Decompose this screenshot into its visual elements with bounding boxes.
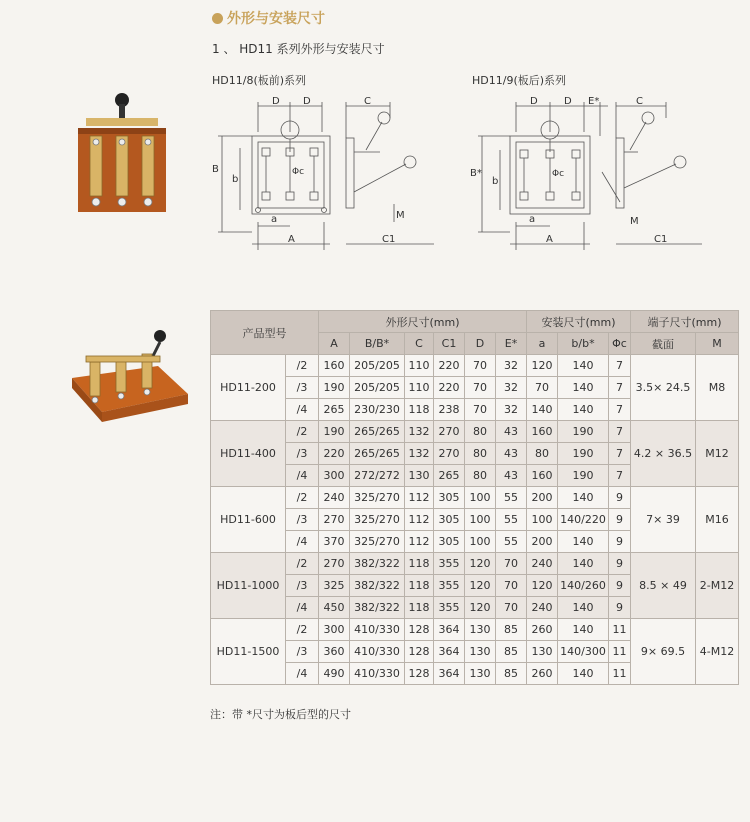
col-header: C1: [434, 333, 465, 355]
dim-label: D: [530, 96, 538, 107]
section-title-text: 外形与安装尺寸: [227, 11, 325, 27]
value-cell: 118: [405, 597, 434, 619]
model-cell: HD11-200: [211, 355, 286, 421]
value-cell: 120: [465, 575, 496, 597]
value-cell: 140: [527, 399, 558, 421]
value-cell: 120: [527, 575, 558, 597]
value-cell: 100: [465, 487, 496, 509]
section-cell: 4.2 × 36.5: [631, 421, 696, 487]
value-cell: 260: [527, 619, 558, 641]
dim-label: A: [288, 234, 295, 245]
value-cell: 325/270: [350, 487, 405, 509]
pole-cell: /4: [286, 399, 319, 421]
value-cell: 70: [496, 575, 527, 597]
value-cell: 370: [319, 531, 350, 553]
dim-label: C: [364, 96, 371, 107]
value-cell: 128: [405, 619, 434, 641]
value-cell: 270: [434, 443, 465, 465]
value-cell: 238: [434, 399, 465, 421]
value-cell: 112: [405, 531, 434, 553]
value-cell: 7: [609, 443, 631, 465]
value-cell: 140: [558, 553, 609, 575]
diagram-right-drawing: [470, 92, 710, 252]
value-cell: 410/330: [350, 663, 405, 685]
dim-label: B: [212, 164, 219, 175]
terminal-m-cell: M8: [696, 355, 739, 421]
value-cell: 382/322: [350, 553, 405, 575]
value-cell: 70: [496, 597, 527, 619]
value-cell: 140: [558, 355, 609, 377]
value-cell: 220: [434, 355, 465, 377]
value-cell: 160: [527, 421, 558, 443]
value-cell: 300: [319, 619, 350, 641]
col-header: a: [527, 333, 558, 355]
value-cell: 70: [465, 399, 496, 421]
value-cell: 55: [496, 487, 527, 509]
value-cell: 265: [319, 399, 350, 421]
value-cell: 9: [609, 597, 631, 619]
value-cell: 272/272: [350, 465, 405, 487]
section-cell: 3.5× 24.5: [631, 355, 696, 421]
value-cell: 9: [609, 487, 631, 509]
value-cell: 11: [609, 663, 631, 685]
value-cell: 305: [434, 487, 465, 509]
value-cell: 120: [465, 597, 496, 619]
pole-cell: /2: [286, 421, 319, 443]
value-cell: 360: [319, 641, 350, 663]
value-cell: 230/230: [350, 399, 405, 421]
pole-cell: /2: [286, 553, 319, 575]
value-cell: 70: [527, 377, 558, 399]
value-cell: 160: [319, 355, 350, 377]
value-cell: 140: [558, 663, 609, 685]
value-cell: 140/300: [558, 641, 609, 663]
dim-label: a: [529, 214, 536, 225]
value-cell: 80: [527, 443, 558, 465]
value-cell: 325: [319, 575, 350, 597]
section-cell: 8.5 × 49: [631, 553, 696, 619]
value-cell: 355: [434, 597, 465, 619]
value-cell: 265/265: [350, 421, 405, 443]
value-cell: 43: [496, 421, 527, 443]
value-cell: 85: [496, 619, 527, 641]
col-header: E*: [496, 333, 527, 355]
value-cell: 128: [405, 663, 434, 685]
product-photo-front-board: [72, 92, 172, 220]
dim-label: b: [232, 174, 239, 185]
value-cell: 355: [434, 553, 465, 575]
value-cell: 240: [319, 487, 350, 509]
value-cell: 7: [609, 355, 631, 377]
value-cell: 7: [609, 465, 631, 487]
terminal-m-cell: 2-M12: [696, 553, 739, 619]
value-cell: 305: [434, 509, 465, 531]
value-cell: 130: [465, 641, 496, 663]
value-cell: 100: [527, 509, 558, 531]
value-cell: 140: [558, 487, 609, 509]
col-header: Φc: [609, 333, 631, 355]
value-cell: 9: [609, 531, 631, 553]
model-cell: HD11-1000: [211, 553, 286, 619]
value-cell: 200: [527, 487, 558, 509]
pole-cell: /3: [286, 509, 319, 531]
table-row: [211, 421, 739, 443]
value-cell: 55: [496, 531, 527, 553]
table-row: [211, 487, 739, 509]
value-cell: 265/265: [350, 443, 405, 465]
value-cell: 70: [465, 355, 496, 377]
value-cell: 85: [496, 663, 527, 685]
value-cell: 100: [465, 509, 496, 531]
value-cell: 32: [496, 399, 527, 421]
value-cell: 130: [465, 663, 496, 685]
dim-label: M: [630, 216, 639, 227]
value-cell: 110: [405, 377, 434, 399]
value-cell: 11: [609, 619, 631, 641]
value-cell: 190: [319, 377, 350, 399]
col-header: A: [319, 333, 350, 355]
table-row: [211, 619, 739, 641]
value-cell: 132: [405, 421, 434, 443]
value-cell: 120: [465, 553, 496, 575]
value-cell: 260: [527, 663, 558, 685]
value-cell: 130: [405, 465, 434, 487]
value-cell: 70: [496, 553, 527, 575]
value-cell: 112: [405, 487, 434, 509]
product-photo-rear-board: [62, 328, 194, 430]
value-cell: 190: [558, 443, 609, 465]
col-header: C: [405, 333, 434, 355]
model-cell: HD11-400: [211, 421, 286, 487]
section-cell: 9× 69.5: [631, 619, 696, 685]
value-cell: 490: [319, 663, 350, 685]
value-cell: 130: [465, 619, 496, 641]
value-cell: 118: [405, 575, 434, 597]
value-cell: 140/220: [558, 509, 609, 531]
value-cell: 85: [496, 641, 527, 663]
value-cell: 300: [319, 465, 350, 487]
value-cell: 9: [609, 575, 631, 597]
terminal-m-cell: M12: [696, 421, 739, 487]
value-cell: 118: [405, 553, 434, 575]
terminal-m-cell: 4-M12: [696, 619, 739, 685]
value-cell: 140: [558, 377, 609, 399]
header-terminal-dims: 端子尺寸(mm): [631, 311, 739, 333]
value-cell: 132: [405, 443, 434, 465]
pole-cell: /2: [286, 487, 319, 509]
terminal-m-cell: M16: [696, 487, 739, 553]
value-cell: 140: [558, 531, 609, 553]
value-cell: 32: [496, 377, 527, 399]
dim-label: Φc: [552, 169, 565, 179]
value-cell: 140: [558, 399, 609, 421]
value-cell: 270: [319, 553, 350, 575]
dim-label: B*: [470, 168, 482, 179]
diagram-left-drawing: [210, 92, 440, 252]
pole-cell: /3: [286, 443, 319, 465]
value-cell: 112: [405, 509, 434, 531]
col-header: b/b*: [558, 333, 609, 355]
dim-label: D: [272, 96, 280, 107]
dim-label: A: [546, 234, 553, 245]
value-cell: 100: [465, 531, 496, 553]
value-cell: 364: [434, 663, 465, 685]
bullet-dot-icon: [212, 13, 223, 24]
value-cell: 43: [496, 465, 527, 487]
value-cell: 80: [465, 443, 496, 465]
value-cell: 130: [527, 641, 558, 663]
value-cell: 32: [496, 355, 527, 377]
value-cell: 240: [527, 597, 558, 619]
value-cell: 205/205: [350, 377, 405, 399]
spec-table: [210, 310, 739, 685]
value-cell: 80: [465, 465, 496, 487]
value-cell: 118: [405, 399, 434, 421]
header-install-dims: 安装尺寸(mm): [527, 311, 631, 333]
footnote: 注：带 *尺寸为板后型的尺寸: [210, 708, 351, 721]
value-cell: 190: [558, 465, 609, 487]
dim-label: D: [564, 96, 572, 107]
value-cell: 7: [609, 377, 631, 399]
table-row: [211, 553, 739, 575]
pole-cell: /4: [286, 531, 319, 553]
value-cell: 382/322: [350, 575, 405, 597]
dim-label: C1: [382, 234, 396, 245]
value-cell: 160: [527, 465, 558, 487]
value-cell: 110: [405, 355, 434, 377]
pole-cell: /4: [286, 663, 319, 685]
value-cell: 220: [319, 443, 350, 465]
pole-cell: /2: [286, 355, 319, 377]
value-cell: 200: [527, 531, 558, 553]
model-cell: HD11-1500: [211, 619, 286, 685]
value-cell: 305: [434, 531, 465, 553]
pole-cell: /3: [286, 641, 319, 663]
col-header: D: [465, 333, 496, 355]
value-cell: 140: [558, 619, 609, 641]
value-cell: 410/330: [350, 619, 405, 641]
value-cell: 70: [465, 377, 496, 399]
value-cell: 270: [319, 509, 350, 531]
diagram-left-title: HD11/8(板前)系列: [212, 74, 307, 87]
value-cell: 220: [434, 377, 465, 399]
spec-table-body: [211, 355, 739, 685]
pole-cell: /3: [286, 575, 319, 597]
value-cell: 7: [609, 421, 631, 443]
value-cell: 55: [496, 509, 527, 531]
col-header: M: [696, 333, 739, 355]
dim-label: C1: [654, 234, 668, 245]
value-cell: 128: [405, 641, 434, 663]
value-cell: 364: [434, 641, 465, 663]
value-cell: 190: [558, 421, 609, 443]
value-cell: 382/322: [350, 597, 405, 619]
value-cell: 140/260: [558, 575, 609, 597]
value-cell: 325/270: [350, 509, 405, 531]
section-cell: 7× 39: [631, 487, 696, 553]
dim-label: D: [303, 96, 311, 107]
value-cell: 80: [465, 421, 496, 443]
value-cell: 140: [558, 597, 609, 619]
value-cell: 240: [527, 553, 558, 575]
value-cell: 450: [319, 597, 350, 619]
value-cell: 364: [434, 619, 465, 641]
value-cell: 325/270: [350, 531, 405, 553]
value-cell: 205/205: [350, 355, 405, 377]
pole-cell: /2: [286, 619, 319, 641]
value-cell: 410/330: [350, 641, 405, 663]
value-cell: 190: [319, 421, 350, 443]
col-header: 截面: [631, 333, 696, 355]
subtitle: 1 、 HD11 系列外形与安装尺寸: [212, 42, 385, 56]
col-header: B/B*: [350, 333, 405, 355]
dim-label: b: [492, 176, 499, 187]
pole-cell: /3: [286, 377, 319, 399]
header-model: 产品型号: [211, 311, 319, 355]
dim-label: a: [271, 214, 278, 225]
dim-label: Φc: [292, 167, 305, 177]
dim-label: C: [636, 96, 643, 107]
diagram-right-title: HD11/9(板后)系列: [472, 74, 567, 87]
value-cell: 11: [609, 641, 631, 663]
dim-label: M: [396, 210, 405, 221]
pole-cell: /4: [286, 465, 319, 487]
value-cell: 355: [434, 575, 465, 597]
dim-label: E*: [588, 96, 600, 107]
section-title: [212, 8, 325, 28]
table-row: [211, 355, 739, 377]
value-cell: 9: [609, 553, 631, 575]
header-outer-dims: 外形尺寸(mm): [319, 311, 527, 333]
value-cell: 43: [496, 443, 527, 465]
model-cell: HD11-600: [211, 487, 286, 553]
pole-cell: /4: [286, 597, 319, 619]
value-cell: 9: [609, 509, 631, 531]
value-cell: 120: [527, 355, 558, 377]
value-cell: 265: [434, 465, 465, 487]
value-cell: 7: [609, 399, 631, 421]
value-cell: 270: [434, 421, 465, 443]
